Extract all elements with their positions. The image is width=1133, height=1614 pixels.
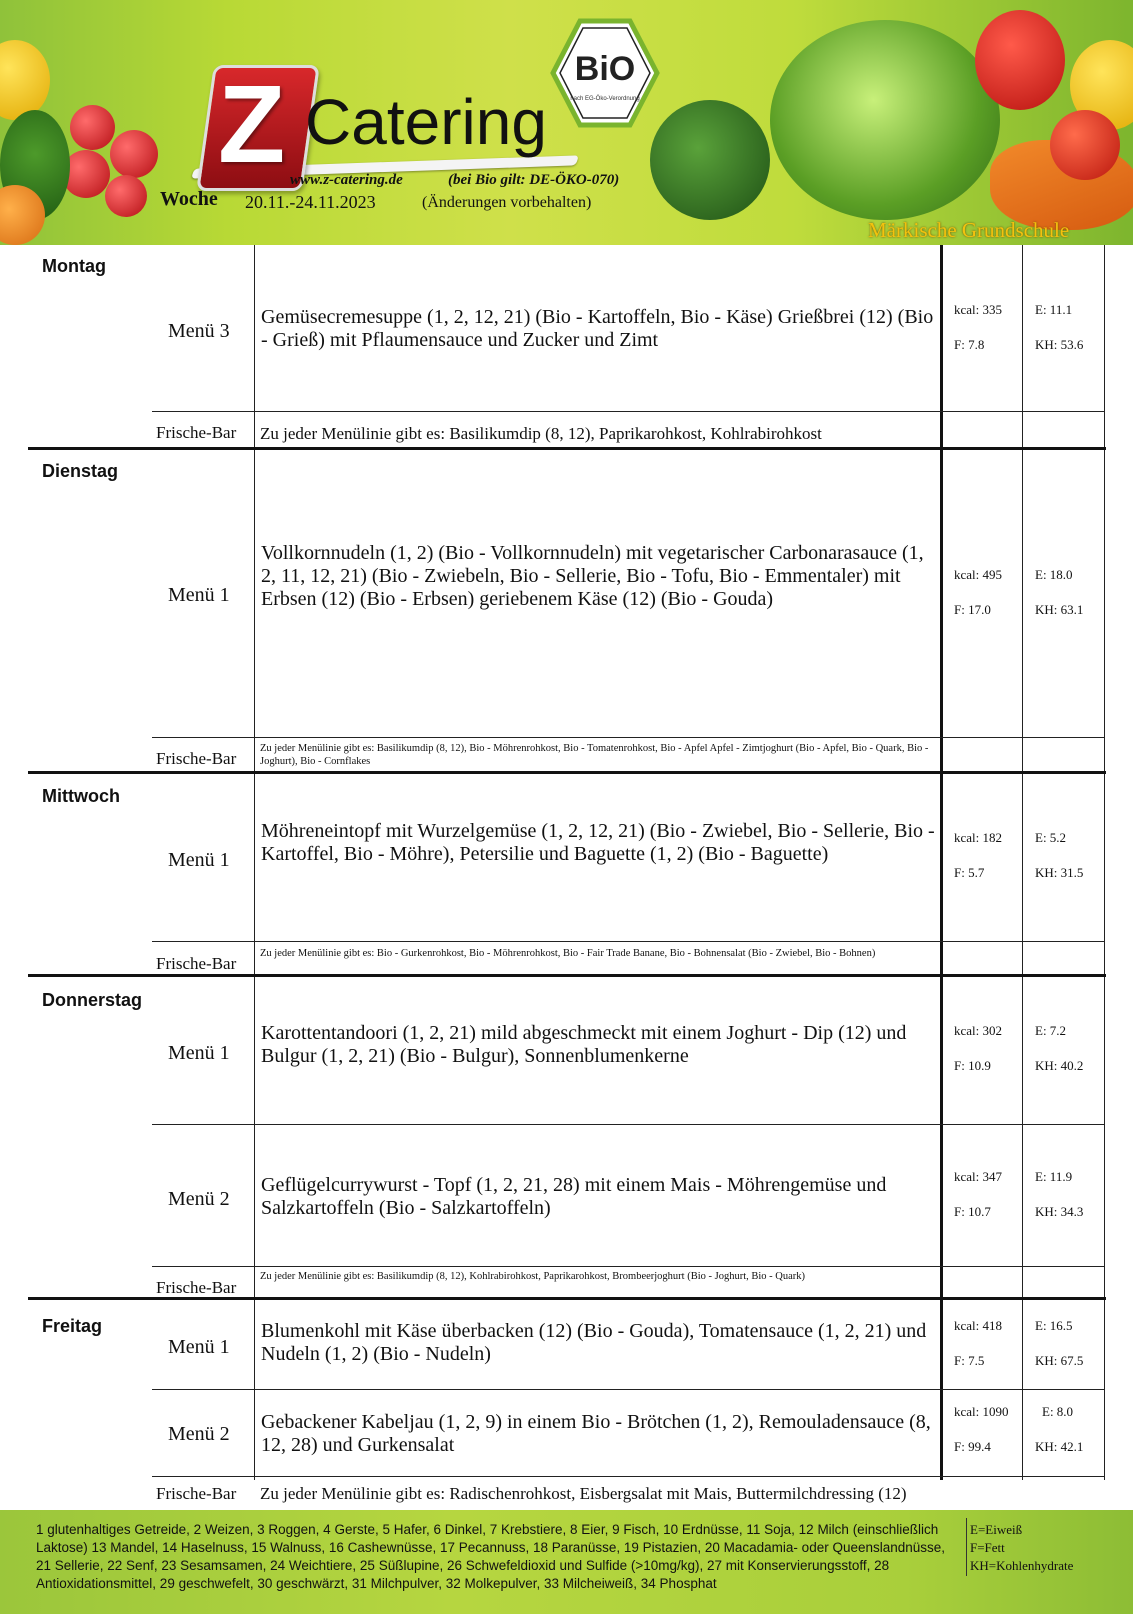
dish-text: Blumenkohl mit Käse überbacken (12) (Bio - Gouda), Tomatensauce (1, 2, 21) und Nudeln (1, 2) (Bio - Nudeln) — [261, 1320, 927, 1365]
dish-text: Vollkornnudeln (1, 2) (Bio - Vollkornnudeln) mit vegetarischer Carbonarasauce (1, 2, 11, 12, 21) (Bio - Zwiebeln, Bio - Sellerie, Bio - Tofu, Bio - Emmentaler) mit Erbsen (12) (Bio - Erbsen) geriebenem Käse (12) (Bio - Gouda) — [261, 542, 924, 610]
kcal: kcal: 1090 — [954, 1404, 1009, 1419]
row-divider — [152, 411, 1104, 412]
row-divider — [152, 1266, 1104, 1267]
bio-seal-subtitle: nach EG-Öko-Verordnung — [570, 96, 640, 102]
fat: F: 7.8 — [954, 337, 985, 352]
school-name: Märkische Grundschule — [868, 218, 1070, 242]
day-tuesday: Dienstag — [42, 461, 119, 481]
fresh-bar-label: Frische-Bar — [156, 749, 237, 768]
carbs: KH: 63.1 — [1035, 602, 1084, 617]
kcal: kcal: 347 — [954, 1169, 1003, 1184]
menu-label: Menü 2 — [168, 1423, 230, 1445]
day-friday: Freitag — [42, 1316, 103, 1336]
protein: E: 16.5 — [1035, 1318, 1073, 1333]
week-label: Woche — [160, 188, 218, 210]
carbs: KH: 34.3 — [1035, 1204, 1084, 1219]
dish-text: Karottentandoori (1, 2, 21) mild abgeschmeckt mit einem Joghurt - Dip (12) und Bulgur (1, 2, 21) (Bio - Bulgur), Sonnenblumenkerne — [261, 1022, 907, 1067]
carbs: KH: 31.5 — [1035, 865, 1084, 880]
day-divider — [28, 771, 1106, 774]
radish-4 — [105, 175, 147, 217]
kcal: kcal: 418 — [954, 1318, 1003, 1333]
protein: E: 11.9 — [1035, 1169, 1073, 1184]
fresh-bar-label: Frische-Bar — [156, 423, 237, 442]
broccoli — [650, 100, 770, 220]
lettuce — [770, 20, 1000, 220]
day-wednesday: Mittwoch — [42, 786, 120, 806]
bio-certificate-code: (bei Bio gilt: DE-ÖKO-070) — [448, 172, 620, 188]
protein: E: 7.2 — [1035, 1023, 1067, 1038]
carbs: KH: 42.1 — [1035, 1439, 1084, 1454]
fresh-bar-label: Frische-Bar — [156, 1484, 237, 1503]
protein: E: 11.1 — [1035, 302, 1073, 317]
grid-line — [940, 245, 943, 1480]
protein: E: 5.2 — [1035, 830, 1067, 845]
website-link[interactable]: www.z-catering.de — [290, 172, 403, 188]
carbs: KH: 67.5 — [1035, 1353, 1084, 1368]
grid-line — [254, 245, 255, 1480]
legend-fat: F=Fett — [970, 1540, 1005, 1555]
allergen-legend: 1 glutenhaltiges Getreide, 2 Weizen, 3 Roggen, 4 Gerste, 5 Hafer, 6 Dinkel, 7 Krebstiere, 8 Eier, 9 Fisch, 10 Erdnüsse, 11 Soja, 12 Milch (einschließlich Laktose) 13 Mandel, 14 Haselnuss, 15 Walnuss, 16 Cashewnüsse, 17 Pecannuss, 18 Paranüsse, 19 Pistazien, 20 Macadamia- oder Queenslandnüsse, 21 Sellerie, 22 Senf, 23 Sesamsamen, 24 Weichtiere, 25 Süßlupine, 26 Schwefeldioxid und Sulfide (>10mg/kg), 27 mit Konservierungsstoff, 28 Antioxidationsmittel, 29 geschwefelt, 30 geschwärzt, 31 Milchpulver, 32 Molkepulver, 33 Milcheiweiß, 34 Phosphat — [36, 1522, 946, 1591]
fresh-bar-text: Zu jeder Menülinie gibt es: Basilikumdip (8, 12), Bio - Möhrenrohkost, Bio - Tomatenrohkost, Bio - Apfel Apfel - Zimtjoghurt (Bio - Apfel, Bio - Quark, Bio - Joghurt), Bio - Cornflakes — [260, 743, 929, 767]
grid-line — [1022, 245, 1023, 1480]
protein: E: 18.0 — [1035, 567, 1073, 582]
fat: F: 5.7 — [954, 865, 985, 880]
kcal: kcal: 335 — [954, 302, 1003, 317]
tomato-right — [1050, 110, 1120, 180]
dish-text: Geflügelcurrywurst - Topf (1, 2, 21, 28) mit einem Mais - Möhrengemüse und Salzkartoffeln (Bio - Salzkartoffeln) — [261, 1174, 887, 1219]
day-divider — [28, 974, 1106, 977]
legend-divider — [966, 1518, 967, 1576]
menu-label: Menü 1 — [168, 1042, 230, 1064]
logo-brand-name: Catering — [305, 86, 547, 158]
pepper-yellow-left — [0, 40, 50, 120]
day-divider — [28, 447, 1106, 450]
kcal: kcal: 495 — [954, 567, 1003, 582]
dish-text: Gemüsecremesuppe (1, 2, 12, 21) (Bio - Kartoffeln, Bio - Käse) Grießbrei (12) (Bio - Grieß) mit Pflaumensauce und Zucker und Zimt — [261, 306, 934, 351]
header-banner — [0, 0, 1133, 245]
menu-label: Menü 1 — [168, 584, 230, 606]
menu-label: Menü 1 — [168, 849, 230, 871]
fat: F: 7.5 — [954, 1353, 985, 1368]
row-divider — [152, 1389, 1104, 1390]
carbs: KH: 40.2 — [1035, 1058, 1084, 1073]
week-dates: 20.11.-24.11.2023 — [245, 192, 376, 212]
carbs: KH: 53.6 — [1035, 337, 1084, 352]
protein: E: 8.0 — [1042, 1404, 1074, 1419]
day-monday: Montag — [42, 256, 106, 276]
fresh-bar-text: Zu jeder Menülinie gibt es: Basilikumdip (8, 12), Paprikarohkost, Kohlrabirohkost — [260, 424, 822, 443]
menu-label: Menü 3 — [168, 320, 230, 342]
fresh-bar-text: Zu jeder Menülinie gibt es: Basilikumdip (8, 12), Kohlrabirohkost, Paprikarohkost, Brombeerjoghurt (Bio - Joghurt, Bio - Quark) — [260, 1271, 806, 1282]
kcal: kcal: 182 — [954, 830, 1003, 845]
bio-seal-title: BiO — [574, 50, 636, 88]
radish-2 — [110, 130, 158, 178]
legend-carbs: KH=Kohlenhydrate — [970, 1558, 1074, 1573]
row-divider — [152, 1476, 1104, 1477]
fresh-bar-label: Frische-Bar — [156, 954, 237, 973]
menu-label: Menü 1 — [168, 1336, 230, 1358]
day-thursday: Donnerstag — [42, 990, 143, 1010]
dish-text: Möhreneintopf mit Wurzelgemüse (1, 2, 12, 21) (Bio - Zwiebel, Bio - Sellerie, Bio - Kartoffel, Bio - Möhre), Petersilie und Baguette (1, 2) (Bio - Baguette) — [261, 820, 935, 865]
week-note: (Änderungen vorbehalten) — [422, 194, 592, 211]
fat: F: 10.7 — [954, 1204, 991, 1219]
nutrition-legend — [970, 1521, 1073, 1575]
fat: F: 99.4 — [954, 1439, 991, 1454]
day-divider — [28, 1297, 1106, 1300]
fat: F: 10.9 — [954, 1058, 991, 1073]
legend-protein: E=Eiweiß — [970, 1522, 1023, 1537]
radish-1 — [70, 105, 115, 150]
bio-seal-icon — [550, 18, 660, 128]
grid-line — [1104, 245, 1105, 1480]
kcal: kcal: 302 — [954, 1023, 1003, 1038]
row-divider — [152, 737, 1104, 738]
logo-letter: Z — [218, 63, 286, 186]
row-divider — [152, 941, 1104, 942]
fresh-bar-text: Zu jeder Menülinie gibt es: Radischenrohkost, Eisbergsalat mit Mais, Buttermilchdressing (12) — [260, 1484, 907, 1503]
row-divider — [152, 1124, 1104, 1125]
pepper-red-right — [975, 10, 1065, 110]
fresh-bar-label: Frische-Bar — [156, 1278, 237, 1297]
dish-text: Gebackener Kabeljau (1, 2, 9) in einem Bio - Brötchen (1, 2), Remouladensauce (8, 12, 28) und Gurkensalat — [261, 1411, 931, 1456]
fat: F: 17.0 — [954, 602, 991, 617]
menu-label: Menü 2 — [168, 1188, 230, 1210]
fresh-bar-text: Zu jeder Menülinie gibt es: Bio - Gurkenrohkost, Bio - Möhrenrohkost, Bio - Fair Trade Banane, Bio - Bohnensalat (Bio - Zwiebel, Bio - Bohnen) — [260, 948, 876, 959]
